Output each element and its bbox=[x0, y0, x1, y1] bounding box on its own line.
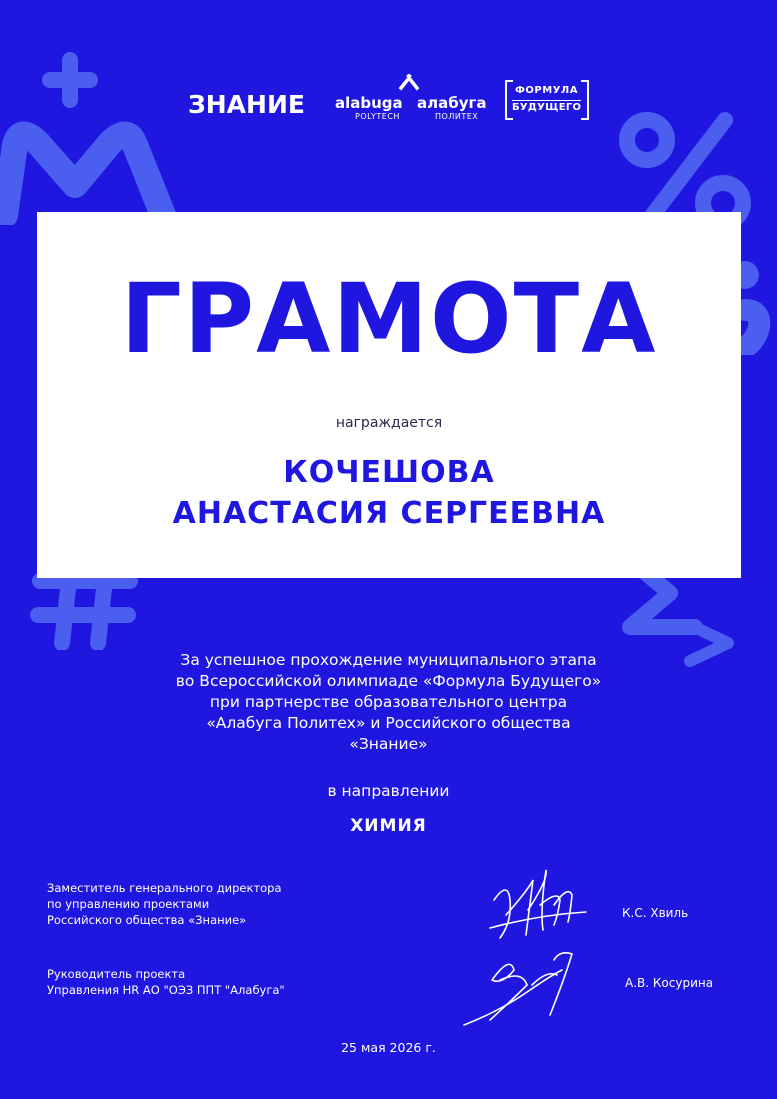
direction-label: в направлении bbox=[327, 782, 450, 800]
position-line: Заместитель генерального директора bbox=[47, 881, 282, 895]
position-line: Российского общества «Знание» bbox=[47, 913, 247, 927]
formula-logo-line1: ФОРМУЛА bbox=[515, 85, 578, 96]
greater-than-decoration bbox=[680, 615, 740, 670]
certificate-title: ГРАМОТА bbox=[120, 263, 658, 375]
alabuga-cyrillic-text: алабуга bbox=[417, 94, 487, 112]
formula-logo bbox=[505, 82, 589, 118]
alabuga-mark-icon bbox=[397, 74, 421, 94]
awarded-label: награждается bbox=[335, 415, 443, 431]
recipient-surname: КОЧЕШОВА bbox=[283, 455, 495, 490]
award-reason-line: «Знание» bbox=[349, 735, 428, 753]
award-reason-line: «Алабуга Политех» и Российского общества bbox=[206, 714, 571, 732]
award-reason-line: За успешное прохождение муниципального этапа bbox=[180, 651, 597, 669]
alabuga-latin-subtext: POLYTECH bbox=[355, 112, 400, 121]
award-reason-line: при партнерстве образовательного центра bbox=[209, 693, 568, 711]
position-line: по управлению проектами bbox=[47, 897, 210, 911]
formula-logo-line2: БУДУЩЕГО bbox=[512, 102, 582, 113]
signatory-position-2 bbox=[47, 966, 285, 998]
direction-value: ХИМИЯ bbox=[350, 816, 427, 836]
award-card bbox=[37, 212, 741, 578]
znanie-logo: ЗНАНИЕ bbox=[188, 90, 305, 119]
alabuga-cyrillic-subtext: ПОЛИТЕХ bbox=[435, 112, 479, 121]
position-line: Управления HR АО "ОЭЗ ППТ "Алабуга" bbox=[47, 983, 285, 997]
alabuga-latin-text: alabuga bbox=[335, 94, 403, 112]
award-reason-line: во Всероссийской олимпиаде «Формула Будущего» bbox=[175, 672, 602, 690]
alabuga-logo bbox=[335, 74, 485, 126]
position-line: Руководитель проекта bbox=[47, 967, 186, 981]
signature-2-graphic bbox=[462, 940, 587, 1030]
award-reason bbox=[100, 650, 677, 755]
logos-row bbox=[0, 72, 777, 132]
signature-1-graphic bbox=[488, 860, 588, 945]
recipient-given-names: АНАСТАСИЯ СЕРГЕЕВНА bbox=[172, 496, 606, 531]
signatory-name-1: К.С. Хвиль bbox=[622, 906, 689, 920]
signatory-name-2: А.В. Косурина bbox=[625, 976, 714, 990]
signatory-position-1 bbox=[47, 880, 282, 928]
issue-date: 25 мая 2026 г. bbox=[341, 1040, 436, 1055]
